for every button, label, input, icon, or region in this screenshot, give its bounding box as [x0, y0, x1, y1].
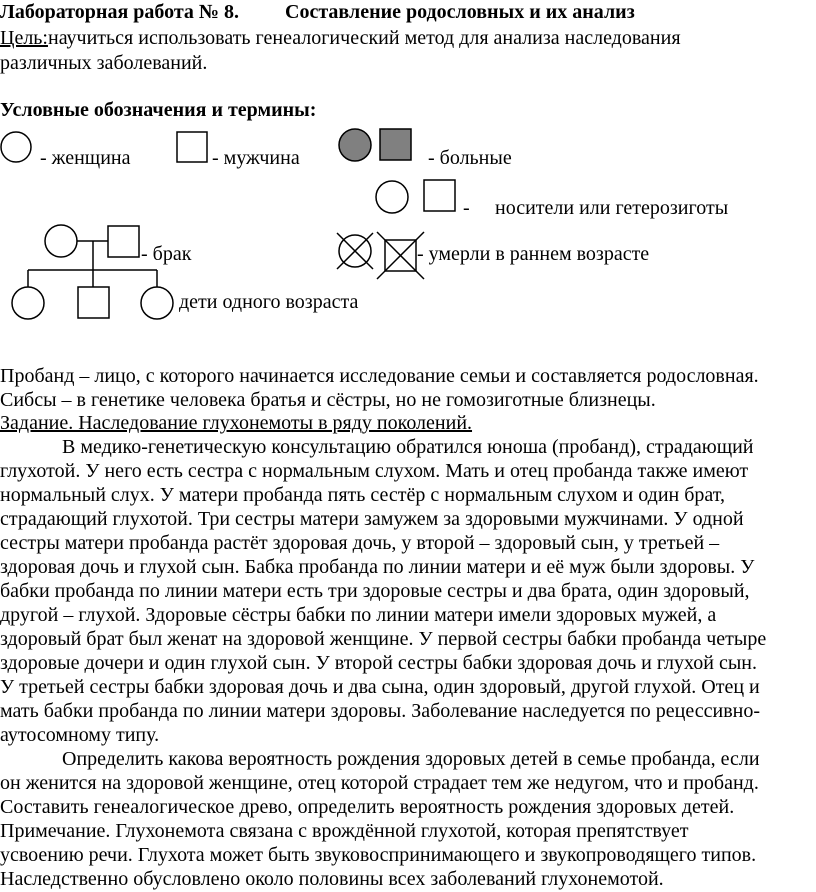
p2-line: Наследственно обусловлено около половины всех заболеваний глухонемотой.: [0, 868, 664, 890]
p2-line: усвоению речи. Глухота может быть звуковоспринимающего и звукопроводящего типов.: [0, 844, 757, 866]
sick-label: - больные: [428, 147, 512, 169]
p2-line: Определить какова вероятность рождения здоровых детей в семье пробанда, если: [62, 748, 760, 770]
p1-line: У третьей сестры бабки здоровая дочь и два сына, один здоровый, другой глухой. Отец и: [0, 676, 760, 698]
child-female-symbol: [12, 287, 44, 319]
goal-text-1: научиться использовать генеалогический метод для анализа наследования: [47, 27, 681, 49]
sick-male-symbol: [380, 129, 411, 160]
died-label: - умерли в раннем возрасте: [417, 243, 650, 265]
p1-line: другой – глухой. Здоровые сёстры бабки по линии матери имели здоровых мужей, а: [0, 604, 717, 626]
p1-line: страдающий глухотой. Три сестры матери замужем за здоровыми мужчинами. У одной: [0, 508, 744, 530]
p1-line: аутосомному типу.: [0, 724, 160, 746]
title-line: [0, 0, 635, 24]
goal-line-1: [0, 26, 681, 50]
p2-line: он женится на здоровой женщине, отец которой страдает тем же недугом, что и пробанд.: [0, 772, 759, 794]
goal-label: Цель:: [0, 27, 48, 49]
p1-line: нормальный слух. У матери пробанда пять сестёр с нормальным слухом и один брат,: [0, 484, 725, 506]
carrier-label: носители или гетерозиготы: [495, 197, 729, 219]
male-symbol: [177, 132, 207, 162]
marriage-male-symbol: [108, 226, 139, 257]
sick-female-symbol: [339, 129, 371, 161]
child-female-symbol-2: [141, 287, 173, 319]
sibs-definition: Сибсы – в генетике человека братья и сёстры, но не гомозиготные близнецы.: [0, 389, 656, 411]
proband-definition: Пробанд – лицо, с которого начинается исследование семьи и составляется родословная.: [0, 365, 759, 387]
legend-heading: Условные обозначения и термины:: [0, 99, 317, 121]
siblings-label: дети одного возраста: [179, 291, 359, 313]
p1-line: сестры матери пробанда растёт здоровая дочь, у второй – здоровый сын, у третьей –: [0, 532, 720, 554]
female-symbol: [1, 132, 31, 162]
p1-line: здоровый брат был женат на здоровой женщине. У первой сестры бабки пробанда четыре: [0, 628, 767, 650]
lab-title: Лабораторная работа № 8.: [0, 1, 240, 23]
task-heading: Задание. Наследование глухонемоты в ряду поколений.: [0, 412, 473, 434]
female-label: - женщина: [40, 147, 131, 169]
carrier-dash: -: [463, 197, 470, 219]
marriage-label: - брак: [141, 243, 192, 265]
p1-line: В медико-генетическую консультацию обратился юноша (пробанд), страдающий: [62, 436, 754, 458]
p2-line: Примечание. Глухонемота связана с врождённой глухотой, которая препятствует: [0, 820, 689, 842]
lab-topic: Составление родословных и их анализ: [285, 1, 635, 23]
carrier-female-symbol: [376, 181, 408, 213]
p1-line: здоровые дочери и один глухой сын. У второй сестры бабки здоровая дочь и глухой сын.: [0, 652, 757, 674]
child-male-symbol: [78, 287, 109, 318]
male-label: - мужчина: [212, 147, 300, 169]
marriage-female-symbol: [45, 225, 77, 257]
p2-line: Составить генеалогическое древо, определить вероятность рождения здоровых детей.: [0, 796, 735, 818]
p1-line: глухотой. У него есть сестра с нормальным слухом. Мать и отец пробанда также имеют: [0, 460, 749, 482]
goal-line-2: различных заболеваний.: [0, 52, 208, 74]
p1-line: бабки пробанда по линии матери есть три здоровые сестры и два брата, один здоровый,: [0, 580, 750, 602]
p1-line: мать бабки пробанда по линии матери здоровы. Заболевание наследуется по рецессивно-: [0, 700, 761, 722]
carrier-male-symbol: [424, 180, 455, 211]
p1-line: здоровая дочь и глухой сын. Бабка пробанда по линии матери и её муж были здоровы. У: [0, 556, 755, 578]
